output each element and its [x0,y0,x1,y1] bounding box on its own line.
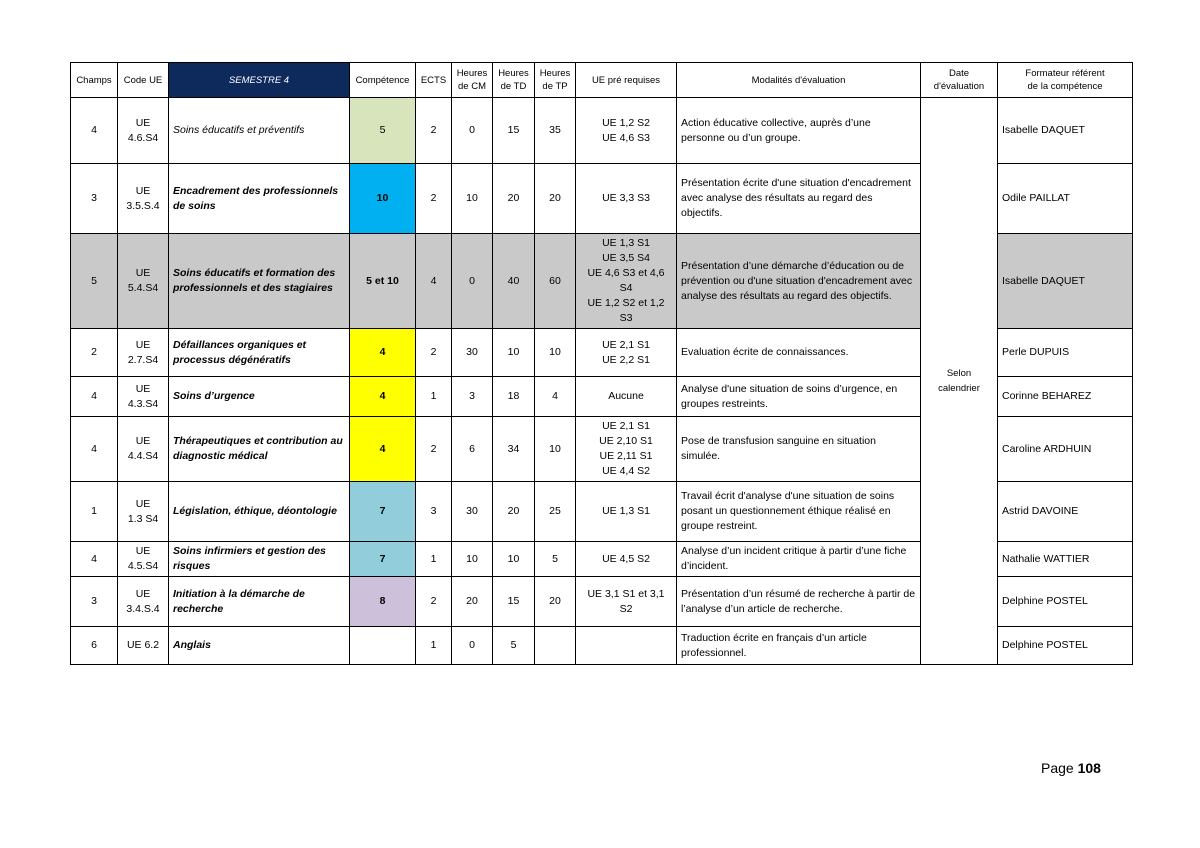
cell-ects: 1 [416,377,452,417]
cell-competence [350,627,416,665]
cell-intitule: Soins éducatifs et formation des professionnels et des stagiaires [169,234,350,329]
cell-ects: 1 [416,627,452,665]
cell-intitule: Initiation à la démarche de recherche [169,577,350,627]
cell-intitule: Encadrement des professionnels de soins [169,164,350,234]
cell-ects: 4 [416,234,452,329]
cell-heures-tp: 60 [535,234,576,329]
page-number: 108 [1077,760,1101,776]
cell-champs: 4 [71,417,118,482]
cell-modalites: Traduction écrite en français d’un article professionnel. [677,627,921,665]
cell-heures-tp: 20 [535,164,576,234]
cell-heures-td: 18 [493,377,535,417]
cell-ects: 2 [416,417,452,482]
cell-heures-cm: 30 [452,329,493,377]
cell-ue-prerequises: Aucune [576,377,677,417]
cell-heures-tp: 25 [535,482,576,542]
cell-modalites: Analyse d’un incident critique à partir d’une fiche d’incident. [677,542,921,577]
header-modalites: Modalités d'évaluation [677,63,921,98]
header-ects: ECTS [416,63,452,98]
cell-modalites: Analyse d'une situation de soins d’urgence, en groupes restreints. [677,377,921,417]
cell-intitule: Défaillances organiques et processus dégénératifs [169,329,350,377]
cell-champs: 3 [71,577,118,627]
cell-ects: 2 [416,164,452,234]
cell-heures-tp: 10 [535,329,576,377]
cell-heures-tp: 35 [535,98,576,164]
cell-formateur: Corinne BEHAREZ [998,377,1133,417]
cell-formateur: Delphine POSTEL [998,627,1133,665]
cell-code-ue: UE 6.2 [118,627,169,665]
header-code-ue: Code UE [118,63,169,98]
header-competence: Compétence [350,63,416,98]
cell-champs: 4 [71,542,118,577]
cell-ects: 3 [416,482,452,542]
cell-formateur: Odile PAILLAT [998,164,1133,234]
cell-ects: 2 [416,577,452,627]
cell-ue-prerequises: UE 3,1 S1 et 3,1 S2 [576,577,677,627]
cell-champs: 4 [71,98,118,164]
header-champs: Champs [71,63,118,98]
ue-table-body [71,98,1133,665]
cell-competence: 4 [350,329,416,377]
cell-champs: 1 [71,482,118,542]
cell-competence: 4 [350,417,416,482]
header-date-evaluation: Date d'évaluation [921,63,998,98]
cell-heures-tp [535,627,576,665]
header-heures-tp: Heures de TP [535,63,576,98]
cell-modalites: Action éducative collective, auprès d’une personne ou d’un groupe. [677,98,921,164]
cell-intitule: Thérapeutiques et contribution au diagnostic médical [169,417,350,482]
cell-competence: 10 [350,164,416,234]
cell-code-ue: UE 3.5.S.4 [118,164,169,234]
cell-heures-cm: 30 [452,482,493,542]
cell-heures-cm: 20 [452,577,493,627]
cell-heures-cm: 0 [452,627,493,665]
cell-formateur: Astrid DAVOINE [998,482,1133,542]
cell-formateur: Delphine POSTEL [998,577,1133,627]
cell-competence: 8 [350,577,416,627]
cell-formateur: Isabelle DAQUET [998,234,1133,329]
cell-ue-prerequises: UE 4,5 S2 [576,542,677,577]
cell-ects: 2 [416,329,452,377]
cell-heures-tp: 4 [535,377,576,417]
cell-heures-cm: 0 [452,98,493,164]
cell-formateur: Perle DUPUIS [998,329,1133,377]
cell-code-ue: UE 4.5.S4 [118,542,169,577]
page-label: Page [1041,760,1074,776]
cell-heures-cm: 10 [452,164,493,234]
header-formateur: Formateur référent de la compétence [998,63,1133,98]
cell-heures-cm: 6 [452,417,493,482]
cell-champs: 3 [71,164,118,234]
cell-ue-prerequises: UE 2,1 S1 UE 2,10 S1 UE 2,11 S1 UE 4,4 S2 [576,417,677,482]
cell-heures-cm: 10 [452,542,493,577]
cell-formateur: Caroline ARDHUIN [998,417,1133,482]
cell-modalites: Evaluation écrite de connaissances. [677,329,921,377]
header-ue-prerequises: UE pré requises [576,63,677,98]
table-row [71,98,1133,164]
header-semestre: SEMESTRE 4 [169,63,350,98]
cell-ue-prerequises [576,627,677,665]
header-row [71,63,1133,98]
cell-heures-td: 10 [493,542,535,577]
cell-ue-prerequises: UE 3,3 S3 [576,164,677,234]
cell-heures-td: 10 [493,329,535,377]
cell-modalites: Présentation d’une démarche d’éducation ou de prévention ou d'une situation d'encadrement avec analyse des résultats au regard des objectifs. [677,234,921,329]
cell-heures-tp: 20 [535,577,576,627]
header-heures-td: Heures de TD [493,63,535,98]
cell-code-ue: UE 2.7.S4 [118,329,169,377]
cell-modalites: Présentation écrite d'une situation d'encadrement avec analyse des résultats au regard des objectifs. [677,164,921,234]
cell-code-ue: UE 4.3.S4 [118,377,169,417]
cell-heures-td: 20 [493,164,535,234]
cell-competence: 7 [350,542,416,577]
cell-champs: 5 [71,234,118,329]
cell-heures-td: 34 [493,417,535,482]
cell-intitule: Soins infirmiers et gestion des risques [169,542,350,577]
cell-champs: 6 [71,627,118,665]
cell-modalites: Présentation d’un résumé de recherche à partir de l’analyse d’un article de recherche. [677,577,921,627]
cell-champs: 2 [71,329,118,377]
cell-date-evaluation: Selon calendrier [921,98,998,665]
cell-competence: 5 et 10 [350,234,416,329]
cell-heures-td: 15 [493,577,535,627]
cell-ects: 2 [416,98,452,164]
page-footer [1041,760,1101,776]
cell-champs: 4 [71,377,118,417]
cell-intitule: Soins éducatifs et préventifs [169,98,350,164]
cell-code-ue: UE 4.6.S4 [118,98,169,164]
cell-heures-td: 5 [493,627,535,665]
cell-modalites: Pose de transfusion sanguine en situation simulée. [677,417,921,482]
cell-modalites: Travail écrit d'analyse d'une situation de soins posant un questionnement éthique réalisé en groupe restreint. [677,482,921,542]
cell-heures-td: 20 [493,482,535,542]
cell-competence: 4 [350,377,416,417]
cell-competence: 7 [350,482,416,542]
cell-formateur: Isabelle DAQUET [998,98,1133,164]
cell-code-ue: UE 5.4.S4 [118,234,169,329]
cell-heures-cm: 0 [452,234,493,329]
cell-code-ue: UE 3.4.S.4 [118,577,169,627]
cell-code-ue: UE 1.3 S4 [118,482,169,542]
cell-heures-tp: 5 [535,542,576,577]
cell-heures-td: 40 [493,234,535,329]
cell-heures-td: 15 [493,98,535,164]
cell-heures-cm: 3 [452,377,493,417]
cell-ue-prerequises: UE 1,2 S2 UE 4,6 S3 [576,98,677,164]
cell-ects: 1 [416,542,452,577]
cell-code-ue: UE 4.4.S4 [118,417,169,482]
cell-formateur: Nathalie WATTIER [998,542,1133,577]
cell-competence: 5 [350,98,416,164]
cell-intitule: Législation, éthique, déontologie [169,482,350,542]
cell-ue-prerequises: UE 1,3 S1 [576,482,677,542]
cell-intitule: Soins d’urgence [169,377,350,417]
cell-intitule: Anglais [169,627,350,665]
ue-semester-table [70,62,1133,665]
header-heures-cm: Heures de CM [452,63,493,98]
cell-ue-prerequises: UE 1,3 S1 UE 3,5 S4 UE 4,6 S3 et 4,6 S4 UE 1,2 S2 et 1,2 S3 [576,234,677,329]
cell-ue-prerequises: UE 2,1 S1 UE 2,2 S1 [576,329,677,377]
cell-heures-tp: 10 [535,417,576,482]
